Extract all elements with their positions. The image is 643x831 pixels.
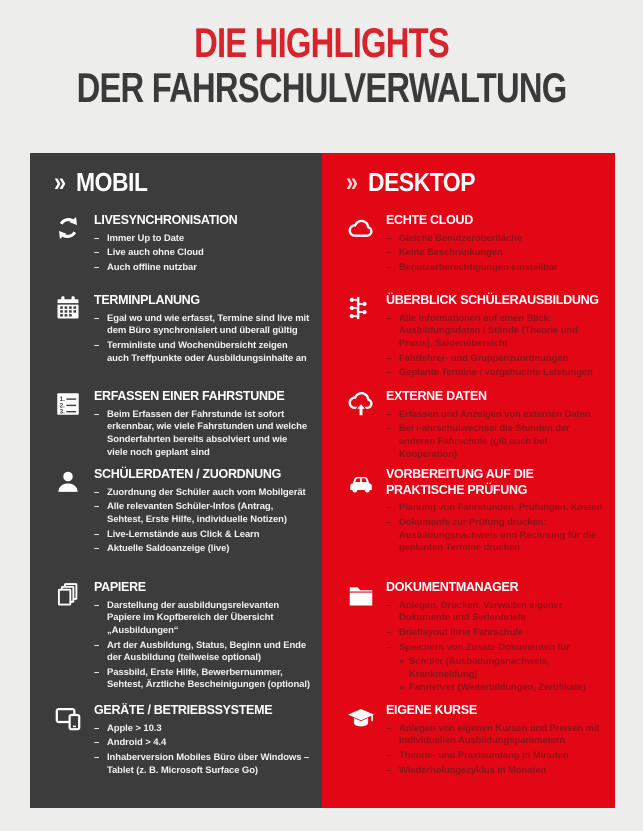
dash-marker: – xyxy=(386,408,392,420)
bullet-text: Immer Up to Date xyxy=(107,232,185,244)
bullet-text: Brieflayout Ihrer Fahrschule xyxy=(399,626,523,638)
dash-marker: – xyxy=(94,232,100,244)
dash-marker: – xyxy=(386,599,392,611)
bullet-text: Anlegen, Drucken, Verwalten eigener Dokumente und Serienbriefe xyxy=(399,599,563,624)
cloud-icon xyxy=(346,213,386,293)
papers-icon xyxy=(54,580,94,703)
bullet-text: Alle Informationen auf einen Blick: Ausbildungsdaten / Stände (Theorie und Praxis), Saldenübersicht xyxy=(399,312,578,349)
section-title: EXTERNE DATEN xyxy=(386,389,487,403)
dash-marker: – xyxy=(94,501,100,513)
bullet-text: Aktuelle Saldoanzeige (live) xyxy=(107,543,230,555)
svg-text:3.: 3. xyxy=(59,408,65,416)
dash-marker: – xyxy=(94,543,100,555)
bullet-text: Fahrlehrer- und Gruppenzuordnungen xyxy=(399,352,569,364)
dash-marker: – xyxy=(386,312,392,324)
dash-marker: – xyxy=(386,626,392,638)
bullet-text: Art der Ausbildung, Status, Beginn und Ende der Ausbildung (teilweise optional) xyxy=(107,639,307,664)
dash-marker: – xyxy=(386,641,392,653)
desktop-panel xyxy=(322,153,615,808)
bullet-item xyxy=(94,313,310,338)
section-title: DOKUMENTMANAGER xyxy=(386,580,519,594)
bullet-text: Android > 4.4 xyxy=(107,737,167,749)
page-header xyxy=(0,0,643,111)
dash-marker: – xyxy=(94,261,100,273)
sub-bullet-text: Fahrlehrer (Weiterbildungen, Zertifikate) xyxy=(409,682,586,694)
bullet-item xyxy=(94,233,310,246)
bullet-text: Geplante Termine / vorgebuchte Leistungen xyxy=(399,367,593,379)
chevrons-icon: » xyxy=(54,167,67,197)
bullet-text: Auch offline nutzbar xyxy=(107,261,197,273)
section-title: ERFASSEN EINER FAHRSTUNDE xyxy=(94,389,285,403)
dash-marker: – xyxy=(386,423,392,435)
dash-marker: – xyxy=(386,722,392,734)
bullet-item xyxy=(386,750,603,763)
section-title: SCHÜLERDATEN / ZUORDNUNG xyxy=(94,467,282,481)
bullet-text: Gleiche Benutzeroberfläche xyxy=(399,232,523,244)
mobil-panel xyxy=(30,153,322,808)
cloud-upload-icon xyxy=(346,389,386,467)
car-icon xyxy=(346,467,386,580)
bullet-item xyxy=(386,765,603,778)
feature-section xyxy=(54,293,310,389)
section-title: TERMINPLANUNG xyxy=(94,293,200,307)
bullet-text: Terminliste und Wochenübersicht zeigen auch Treffpunkte oder Ausbildungsinhalte an xyxy=(107,339,307,364)
bullet-text: Keine Beschränkungen xyxy=(399,247,503,259)
bullet-item xyxy=(386,313,603,351)
sub-bullet-item xyxy=(399,682,603,695)
bullet-item xyxy=(386,502,603,515)
mobil-sections xyxy=(54,213,310,779)
bullet-list xyxy=(94,723,310,778)
section-title: LIVESYNCHRONISATION xyxy=(94,213,238,227)
section-title: PAPIERE xyxy=(94,580,146,594)
dash-marker: – xyxy=(94,639,100,651)
bullet-list xyxy=(94,600,310,692)
bullet-item xyxy=(94,247,310,260)
sub-bullet-marker: » xyxy=(399,656,405,668)
section-title: ECHTE CLOUD xyxy=(386,213,473,227)
bullet-list xyxy=(94,409,310,460)
bullet-item xyxy=(94,487,310,500)
page-title-line2: DER FAHRSCHULVERWALTUNG xyxy=(76,64,567,112)
desktop-header xyxy=(346,167,603,207)
bullet-text: Planung von Fahrstunden, Prüfungen, Kosten xyxy=(399,502,603,514)
bullet-item xyxy=(94,737,310,750)
dash-marker: – xyxy=(386,764,392,776)
comparison-panels xyxy=(30,153,615,808)
bullet-text: Live auch ohne Cloud xyxy=(107,247,204,259)
chevrons-icon: » xyxy=(346,167,359,197)
bullet-list xyxy=(386,233,603,275)
bullet-text: Bei Fahrschulwechsel die Stunden der anderen Fahrschule (gilt auch bei Kooperation) xyxy=(399,423,570,460)
bullet-text: Zuordnung der Schüler auch vom Mobilgerät xyxy=(107,486,306,498)
feature-section xyxy=(346,389,603,467)
dash-marker: – xyxy=(94,737,100,749)
bullet-item xyxy=(94,262,310,275)
feature-section xyxy=(346,213,603,293)
bullet-item xyxy=(386,642,603,655)
section-title: GERÄTE / BETRIEBSSYSTEME xyxy=(94,703,273,717)
dash-marker: – xyxy=(386,516,392,528)
dash-marker: – xyxy=(94,312,100,324)
bullet-list xyxy=(94,313,310,366)
dash-marker: – xyxy=(386,367,392,379)
bullet-item xyxy=(386,353,603,366)
mobil-header xyxy=(54,167,310,207)
section-title: VORBEREITUNG AUF DIE PRAKTISCHE PRÜFUNG xyxy=(386,467,534,497)
sub-bullet-item xyxy=(399,656,603,681)
sub-bullet-text: Schüler (Ausbildungsnachweis, Krankmeldung) xyxy=(409,656,550,680)
bullet-list xyxy=(386,600,603,695)
bullet-item xyxy=(386,517,603,555)
feature-section xyxy=(54,467,310,580)
numbered-list-icon xyxy=(54,389,94,467)
bullet-text: Benutzerberechtigungen einstellbar xyxy=(399,261,558,273)
bullet-item xyxy=(94,752,310,777)
bullet-item xyxy=(94,640,310,665)
bullet-item xyxy=(386,600,603,625)
feature-section xyxy=(54,389,310,467)
bullet-item xyxy=(94,501,310,526)
structure-icon xyxy=(346,293,386,389)
bullet-item xyxy=(94,340,310,365)
bullet-item xyxy=(386,409,603,422)
dash-marker: – xyxy=(94,486,100,498)
dash-marker: – xyxy=(386,749,392,761)
devices-icon xyxy=(54,703,94,779)
bullet-text: Live-Lernstände aus Click & Learn xyxy=(107,528,260,540)
bullet-text: Passbild, Erste Hilfe, Bewerbernummer, Sehtest, Ärztliche Bescheinigungen (optional) xyxy=(107,666,310,691)
bullet-text: Theorie- und Praxisumfang in Minuten xyxy=(399,749,569,761)
dash-marker: – xyxy=(386,352,392,364)
feature-section xyxy=(346,703,603,779)
section-title: EIGENE KURSE xyxy=(386,703,477,717)
bullet-item xyxy=(386,262,603,275)
bullet-item xyxy=(94,529,310,542)
feature-section xyxy=(346,580,603,703)
bullet-item xyxy=(94,600,310,638)
bullet-item xyxy=(386,247,603,260)
folder-icon xyxy=(346,580,386,703)
bullet-list xyxy=(386,313,603,380)
person-icon xyxy=(54,467,94,580)
feature-section xyxy=(346,467,603,580)
bullet-item xyxy=(94,667,310,692)
bullet-text: Erfassen und Anzeigen von externen Daten xyxy=(399,408,591,420)
bullet-list xyxy=(94,233,310,275)
bullet-item xyxy=(386,723,603,748)
dash-marker: – xyxy=(386,247,392,259)
bullet-text: Speichern von Zusatz-Dokumenten für xyxy=(399,641,570,653)
bullet-list xyxy=(386,409,603,462)
dash-marker: – xyxy=(94,599,100,611)
dash-marker: – xyxy=(94,339,100,351)
dash-marker: – xyxy=(94,247,100,259)
sub-bullet-marker: » xyxy=(399,682,405,694)
bullet-list xyxy=(386,502,603,555)
feature-section xyxy=(54,580,310,703)
bullet-item xyxy=(94,723,310,736)
bullet-text: Alle relevanten Schüler-Infos (Antrag, Sehtest, Erste Hilfe, individuelle Notizen) xyxy=(107,501,287,525)
bullet-item xyxy=(386,367,603,380)
page-title-line1: DIE HIGHLIGHTS xyxy=(194,19,449,66)
section-title: ÜBERBLICK SCHÜLERAUSBILDUNG xyxy=(386,293,599,307)
bullet-text: Wiederholungszyklus in Monaten xyxy=(399,764,547,776)
feature-section xyxy=(346,293,603,389)
bullet-item xyxy=(94,409,310,460)
bullet-text: Beim Erfassen der Fahrstunde ist sofort erkennbar, wie viele Fahrstunden und welche Sonderfahrten bereits absolviert und wie viele noch geplant sind xyxy=(107,408,308,458)
bullet-text: Inhaberversion Mobiles Büro über Windows – Tablet (z. B. Microsoft Surface Go) xyxy=(107,751,310,776)
feature-section xyxy=(54,703,310,779)
dash-marker: – xyxy=(386,502,392,514)
dash-marker: – xyxy=(386,232,392,244)
bullet-item xyxy=(386,627,603,640)
sync-icon xyxy=(54,213,94,293)
bullet-text: Darstellung der ausbildungsrelevanten Papiere im Kopfbereich der Übersicht „Ausbildungen“ xyxy=(107,599,280,636)
bullet-item xyxy=(386,233,603,246)
calendar-icon xyxy=(54,293,94,389)
svg-text:1.: 1. xyxy=(59,395,65,403)
dash-marker: – xyxy=(94,751,100,763)
graduation-cap-icon xyxy=(346,703,386,779)
panel-title-desktop: DESKTOP xyxy=(368,167,476,197)
feature-section xyxy=(54,213,310,293)
panel-title-mobil: MOBIL xyxy=(76,167,148,197)
desktop-sections xyxy=(346,213,603,779)
dash-marker: – xyxy=(386,261,392,273)
bullet-item xyxy=(386,423,603,461)
dash-marker: – xyxy=(94,722,100,734)
dash-marker: – xyxy=(94,528,100,540)
bullet-text: Apple > 10.3 xyxy=(107,722,162,734)
bullet-list xyxy=(386,723,603,778)
dash-marker: – xyxy=(94,666,100,678)
bullet-list xyxy=(94,487,310,556)
bullet-text: Anlegen von eigenen Kursen und Preisen mit individuellen Ausbildungsparametern xyxy=(399,722,600,747)
bullet-text: Egal wo und wie erfasst, Termine sind live mit dem Büro synchronisiert und überall gültig xyxy=(107,312,310,337)
bullet-item xyxy=(94,543,310,556)
bullet-text: Dokumente zur Prüfung drucken: Ausbildungsnachweis und Rechnung für die geplanten Termine drucken xyxy=(399,516,597,554)
svg-text:2.: 2. xyxy=(59,402,65,410)
dash-marker: – xyxy=(94,408,100,420)
